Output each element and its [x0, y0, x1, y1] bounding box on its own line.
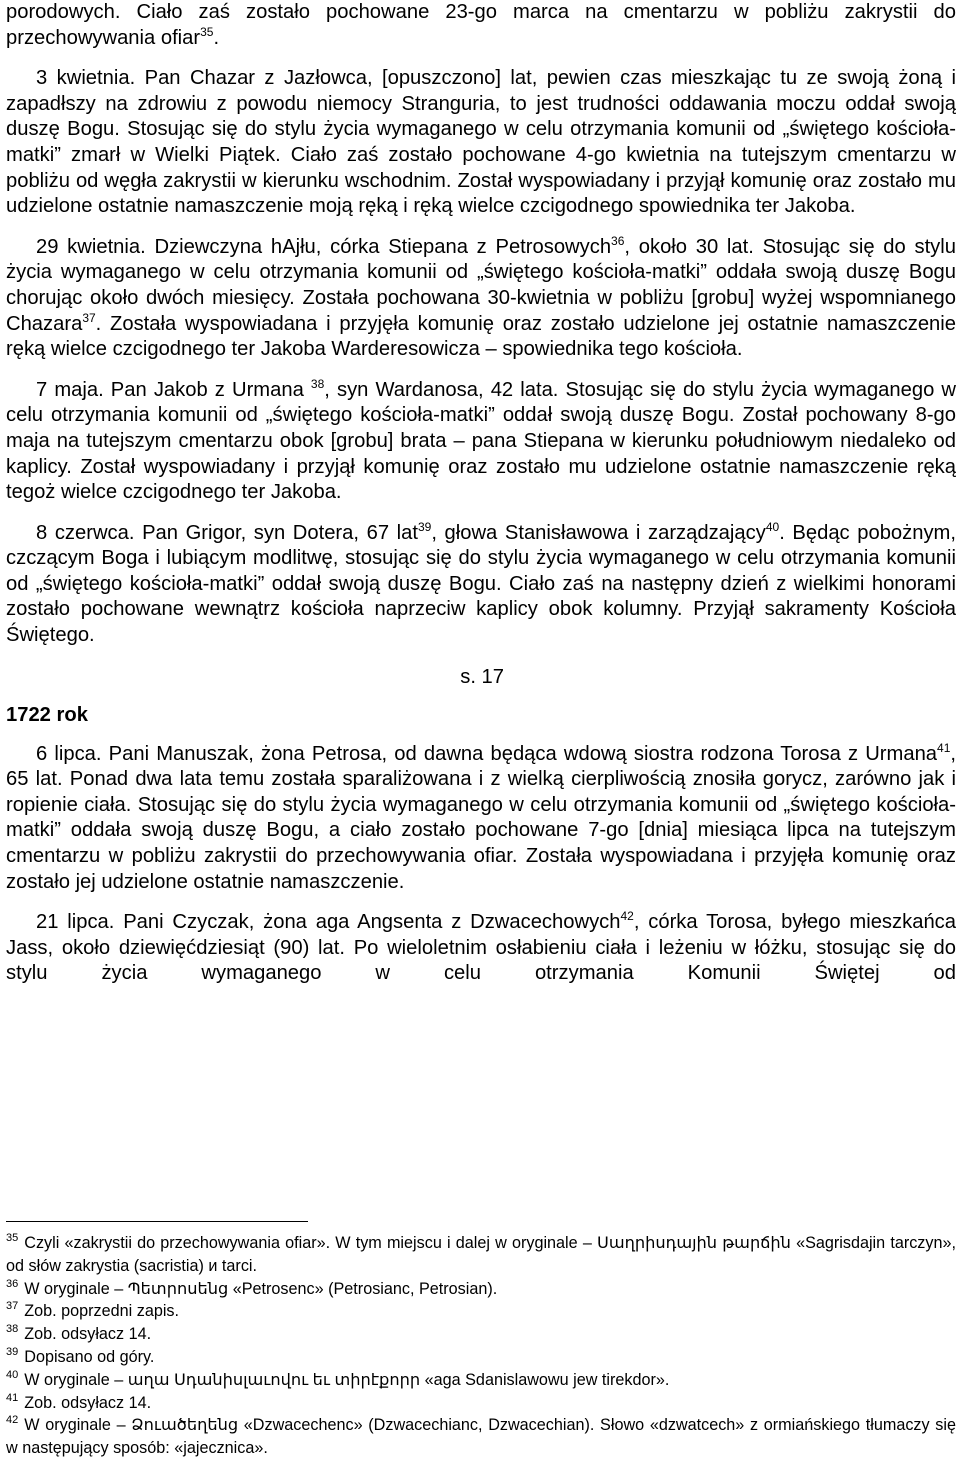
footnote-ref: 38: [310, 376, 325, 391]
footnote-ref: 37: [82, 310, 96, 325]
footnote-text: W oryginale – աղա Սդանիսլաւովու եւ տիրէքորր «aga Sdanislawowu jew tirekdor».: [24, 1370, 670, 1389]
footnote: [6, 1278, 956, 1301]
footnote-text: Zob. odsyłacz 14.: [24, 1393, 152, 1412]
entry-29-kwietnia: [6, 235, 956, 363]
paragraph-text: 3 kwietnia. Pan Chazar z Jazłowca, [opuszczono] lat, pewien czas mieszkając tu ze swoją żoną i zapadłszy na zdrowiu z powodu niemocy Stranguria, to jest trudności oddawania moczu oddał swoją duszę Bogu. Stosując się do stylu życia wymaganego w celu otrzymania komunii od „świętego kościoła-matki” zmarł w Wielki Piątek. Ciało zaś zostało pochowane 4-go kwietnia na tutejszym cmentarzu w pobliżu od węgła zakrystii w kierunku wschodnim. Został wyspowiadany i przyjął komunię oraz zostało mu udzielone ostatnie namaszczenie moją ręką i ręką wielce czcigodnego spowiednika ter Jakoba.: [6, 67, 956, 218]
paragraph-text: , syn Wardanosa, 42 lata. Stosując się do stylu życia wymaganego w celu otrzymania komunii od „świętego kościoła-matki” oddał swoją duszę Bogu. Został pochowany 8-go maja na tutejszym cmentarzu obok [grobu] brata – pana Stiepana w kierunku południowym niedaleko od kaplicy. Został wyspowiadany i przyjął komunię oraz zostało mu udzielone ostatnie namaszczenie ręką tegoż wielce czcigodnego ter Jakoba.: [6, 378, 956, 504]
footnote-number: 39: [6, 1345, 19, 1358]
footnote-text: W oryginale – Պետրոսենց «Petrosenc» (Petrosianc, Petrosian).: [24, 1279, 498, 1298]
page-marker: s. 17: [460, 665, 504, 688]
paragraph-text: .: [213, 26, 220, 49]
footnote: [6, 1232, 956, 1278]
paragraph-text: , około 30 lat. Stosując się do stylu życia wymaganego w celu otrzymania komunii od „świętego kościoła-matki” oddała swoją duszę Bogu chorując około dwóch miesięcy. Została pochowana 30-kwietnia w pobliżu [grobu] wyżej wspomnianego Chazara: [6, 235, 956, 335]
paragraph-text: porodowych. Ciało zaś zostało pochowane 23-go marca na cmentarzu w pobliżu zakrystii do przechowywania ofiar: [6, 1, 956, 49]
footnote-number: 37: [6, 1300, 19, 1313]
footnote-number: 41: [6, 1391, 19, 1404]
paragraph-text: . Będąc pobożnym, czczącym Boga i lubiącym modlitwę, stosując się do stylu życia wymaganego w celu otrzymania komunii od „świętego kościoła-matki” oddał swoją duszę Bogu. Ciało zaś na następny dzień z wielkimi honorami zostało pochowane wewnątrz kościoła naprzeciw kaplicy obok kolumny. Przyjął sakramenty Kościoła Świętego.: [6, 521, 956, 647]
paragraph-text: 6 lipca. Pani Manuszak, żona Petrosa, od dawna będąca wdową siostra rodzona Torosa z Urmana: [36, 742, 938, 765]
paragraph-continuation: [6, 0, 956, 51]
footnote-number: 35: [6, 1232, 19, 1244]
year-heading: 1722 rok: [6, 703, 88, 726]
footnote: [6, 1369, 956, 1392]
paragraph-text: 29 kwietnia. Dziewczyna hAjłu, córka Stiepana z Petrosowych: [36, 235, 612, 258]
footnote: [6, 1346, 956, 1369]
entry-6-lipca: [6, 742, 956, 896]
footnote-ref: 42: [620, 909, 634, 924]
footnote-text: Zob. poprzedni zapis.: [24, 1302, 180, 1321]
footnote-number: 36: [6, 1277, 19, 1290]
footnote-number: 42: [6, 1414, 19, 1427]
footnote-ref: 41: [937, 740, 951, 755]
footnote-text: Czyli «zakrystii do przechowywania ofiar». W tym miejscu i dalej w oryginale – Սաղրիսդային թարճին «Sagrisdajin tarczyn», od słów zakrystia (sacristia) и tarci.: [6, 1234, 956, 1275]
entry-8-czerwca: [6, 521, 956, 649]
footnotes: [6, 1232, 956, 1460]
footnote-text: Dopisano od góry.: [24, 1347, 155, 1366]
document-page: [6, 0, 956, 987]
paragraph-text: , 65 lat. Ponad dwa lata temu została sparaliżowana i z wielką cierpliwością znosiła gorycz, zarówno jak i ropienie ciała. Stosując się do stylu życia wymaganego w celu otrzymania komunii od „świętego kościoła-matki” oddała swoją duszę Bogu, a ciało zostało pochowane 7-go [dnia] miesiąca lipca na tutejszym cmentarzu w pobliżu zakrystii do przechowywania ofiar. Została wyspowiadana i przyjęła komunię oraz zostało jej udzielone ostatnie namaszczenie.: [6, 742, 956, 893]
footnote-ref: 40: [765, 519, 780, 534]
entry-21-lipca: [6, 910, 956, 987]
footnote-ref: 35: [200, 24, 214, 39]
footnote-number: 38: [6, 1323, 19, 1336]
footnote-number: 40: [6, 1368, 19, 1381]
paragraph-text: 21 lipca. Pani Czyczak, żona aga Angsenta z Dzwacechowych: [36, 911, 621, 934]
entry-3-kwietnia: [6, 66, 956, 220]
footnote-text: W oryginale – Ձուածեղենց «Dzwacechenc» (Dzwacechianc, Dzwacechian). Słowo «dzwatcech» z ormiańskiego tłumaczy się w następujący sposób: «jajecznica».: [6, 1416, 956, 1458]
footnote-text: Zob. odsyłacz 14.: [24, 1325, 152, 1344]
footnote-ref: 36: [611, 233, 625, 248]
paragraph-text: , córka Torosa, byłego mieszkańca Jass, około dziewięćdziesiąt (90) lat. Po wieloletnim osłabieniu ciała i leżeniu w łóżku, stosując się do stylu życia wymaganego w celu otrzymania Komunii Świętej od: [6, 911, 956, 985]
footnote: [6, 1323, 956, 1346]
paragraph-text: 7 maja. Pan Jakob z Urmana: [36, 378, 311, 401]
paragraph-text: . Została wyspowiadana i przyjęła komunię oraz zostało udzielone jej ostatnie namaszczenie ręką wielce czcigodnego ter Jakoba Warderesowicza – spowiednika tego kościoła.: [6, 312, 956, 361]
footnote-separator: [6, 1221, 308, 1222]
paragraph-text: , głowa Stanisławowa i zarządzający: [431, 521, 766, 544]
paragraph-text: 8 czerwca. Pan Grigor, syn Dotera, 67 lat: [36, 521, 418, 544]
entry-7-maja: [6, 378, 956, 506]
footnote: [6, 1392, 956, 1415]
footnote: [6, 1300, 956, 1323]
footnote-ref: 39: [417, 519, 432, 534]
footnote: [6, 1414, 956, 1460]
